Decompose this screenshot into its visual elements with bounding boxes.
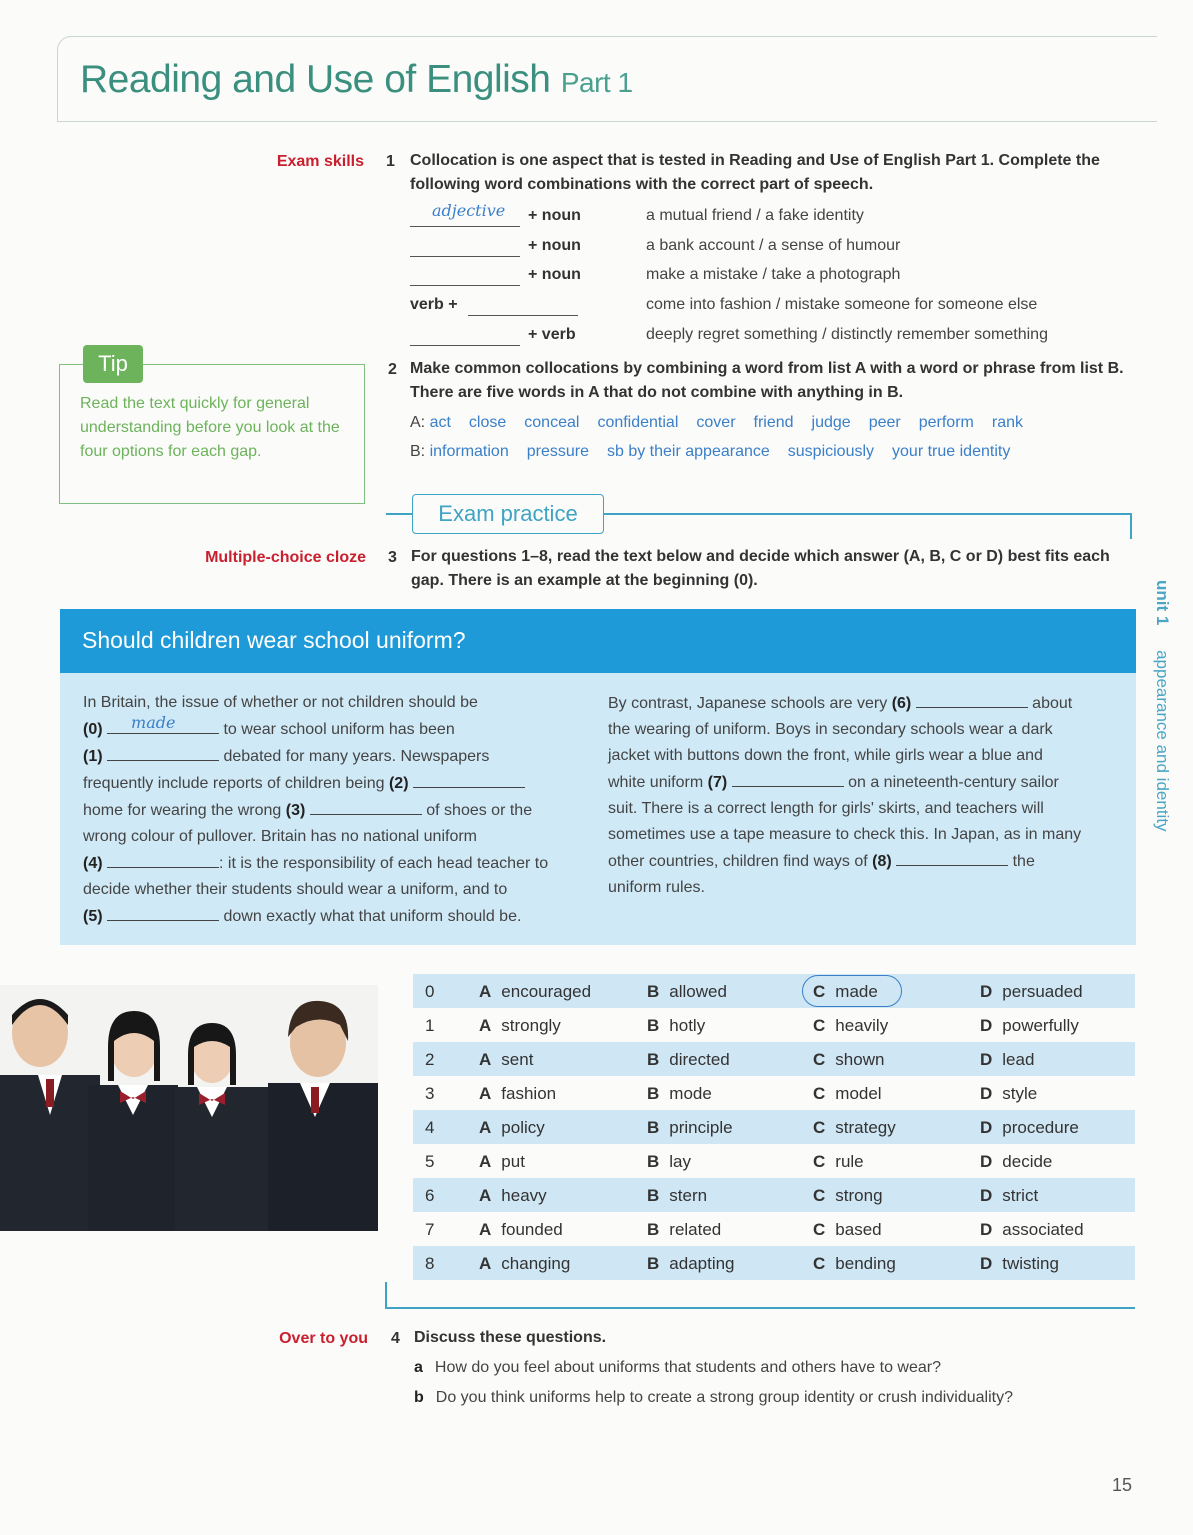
exam-practice-rule-bottom: [385, 1307, 1135, 1309]
option-b[interactable]: B mode: [647, 1084, 712, 1103]
gap-4[interactable]: [107, 850, 219, 868]
option-d[interactable]: D persuaded: [980, 982, 1083, 1001]
option-a[interactable]: A encouraged: [479, 982, 592, 1001]
question-2-instruction: Make common collocations by combining a word from list A with a word or phrase from list B. There are five words in A that do not combine with anything in B.: [410, 360, 1124, 401]
option-a[interactable]: A strongly: [479, 1016, 561, 1035]
option-d[interactable]: D twisting: [980, 1254, 1059, 1273]
table-row: 2 A sent B directed C shown D lead: [413, 1042, 1135, 1076]
answer-blank[interactable]: [410, 266, 520, 286]
answer-blank[interactable]: [468, 296, 578, 316]
table-row: 6 A heavy B stern C strong D strict: [413, 1178, 1135, 1212]
option-a[interactable]: A founded: [479, 1220, 563, 1239]
option-c[interactable]: C made: [813, 982, 878, 1001]
handwritten-answer: adjective: [432, 201, 506, 220]
option-c[interactable]: C model: [813, 1084, 882, 1103]
option-c[interactable]: C bending: [813, 1254, 896, 1273]
collocation-row: verb + come into fashion / mistake someone for someone else: [410, 296, 1130, 322]
multiple-choice-cloze-label: Multiple-choice cloze: [205, 549, 366, 566]
gap-6[interactable]: [916, 690, 1028, 708]
answer-blank[interactable]: [410, 237, 520, 257]
table-row: 1 A strongly B hotly C heavily D powerfully: [425, 1016, 1079, 1035]
option-c[interactable]: C based: [813, 1220, 882, 1239]
table-row: 7 A founded B related C based D associated: [425, 1220, 1084, 1239]
option-b[interactable]: B related: [647, 1220, 722, 1239]
question-2-number: 2: [388, 361, 397, 378]
answer-blank[interactable]: [410, 201, 520, 227]
option-a[interactable]: A sent: [479, 1050, 534, 1069]
question-1-instruction: Collocation is one aspect that is tested in Reading and Use of English Part 1. Complete the following word combinations with the correct part of speech.: [410, 152, 1100, 193]
option-c[interactable]: C strong: [813, 1186, 883, 1205]
gap-2[interactable]: [413, 770, 525, 788]
question-1-number: 1: [386, 153, 395, 170]
table-row: 0 A encouraged B allowed C made D persuaded: [413, 974, 1135, 1008]
discussion-question-b: b Do you think uniforms help to create a strong group identity or crush individuality?: [414, 1389, 1013, 1406]
page-title-part: Part 1: [560, 67, 633, 98]
reading-text-column-1: In Britain, the issue of whether or not children should be (0) made to wear school uniform has been (1) debated for many years. Newspapers frequently include reports of children being (2) home for wearing the wrong (3) of shoes or the wrong colour of pullover. Britain has no national uniform (4) : it is the responsibility of each head teacher to decide whether their students should wear a uniform, and to (5) down exactly what that uniform should be.: [83, 694, 549, 925]
side-unit: unit 1: [1153, 580, 1172, 626]
option-d[interactable]: D procedure: [980, 1118, 1079, 1137]
over-to-you-label: Over to you: [279, 1330, 368, 1347]
option-a[interactable]: A policy: [479, 1118, 545, 1137]
collocation-row: + noun make a mistake / take a photograph: [410, 266, 1130, 292]
list-a: A: act close conceal confidential cover friend judge peer perform rank: [410, 414, 1023, 431]
question-3-number: 3: [388, 549, 397, 566]
option-a[interactable]: A changing: [479, 1254, 571, 1273]
answer-blank[interactable]: [410, 326, 520, 346]
option-d[interactable]: D style: [980, 1084, 1038, 1103]
option-d[interactable]: D decide: [980, 1152, 1053, 1171]
page-number: 15: [1112, 1475, 1133, 1495]
tip-text: Read the text quickly for general understanding before you look at the four options for each gap.: [80, 395, 340, 460]
table-row: 5 A put B lay C rule D decide: [425, 1152, 1053, 1171]
option-b[interactable]: B stern: [647, 1186, 708, 1205]
reading-text-heading: Should children wear school uniform?: [60, 609, 1136, 673]
option-a[interactable]: A heavy: [479, 1186, 547, 1205]
list-b: B: information pressure sb by their appearance suspiciously your true identity: [410, 443, 1011, 460]
exam-practice-bracket: [1130, 513, 1132, 539]
exam-practice-label: Exam practice: [412, 494, 604, 534]
question-3-instruction: For questions 1–8, read the text below and decide which answer (A, B, C or D) best fits each gap. There is an example at the beginning (0).: [411, 548, 1110, 589]
option-b[interactable]: B lay: [647, 1152, 692, 1171]
question-4-instruction: Discuss these questions.: [414, 1329, 607, 1346]
gap-3[interactable]: [310, 797, 422, 815]
option-c[interactable]: C rule: [813, 1152, 864, 1171]
table-row: 4 A policy B principle C strategy D procedure: [413, 1110, 1135, 1144]
collocation-row: + verb deeply regret something / distinctly remember something: [410, 326, 1130, 352]
side-running-head: [1152, 580, 1172, 832]
option-b[interactable]: B principle: [647, 1118, 733, 1137]
option-c[interactable]: C strategy: [813, 1118, 896, 1137]
question-4-number: 4: [391, 1330, 400, 1347]
option-b[interactable]: B hotly: [647, 1016, 706, 1035]
gap-0[interactable]: [107, 713, 219, 734]
tip-label: Tip: [83, 345, 143, 383]
handwritten-example-answer: made: [131, 713, 176, 732]
gap-7[interactable]: [732, 769, 844, 787]
gap-1[interactable]: [107, 743, 219, 761]
discussion-question-a: a How do you feel about uniforms that students and others have to wear?: [414, 1359, 941, 1376]
students-photo: [0, 985, 378, 1231]
option-b[interactable]: B allowed: [647, 982, 727, 1001]
side-topic: appearance and identity: [1153, 650, 1172, 832]
collocation-row: + noun a bank account / a sense of humour: [410, 237, 1130, 263]
option-d[interactable]: D powerfully: [980, 1016, 1079, 1035]
table-row: 8 A changing B adapting C bending D twisting: [413, 1246, 1135, 1280]
option-d[interactable]: D lead: [980, 1050, 1035, 1069]
option-d[interactable]: D strict: [980, 1186, 1039, 1205]
option-a[interactable]: A put: [479, 1152, 525, 1171]
table-row: 3 A fashion B mode C model D style: [425, 1084, 1038, 1103]
option-b[interactable]: B directed: [647, 1050, 730, 1069]
option-b[interactable]: B adapting: [647, 1254, 735, 1273]
option-a[interactable]: A fashion: [479, 1084, 557, 1103]
reading-text-column-2: By contrast, Japanese schools are very (6) about the wearing of uniform. Boys in secondary schools wear a dark jacket with buttons down the front, while girls wear a blue and white uniform (7) on a nineteenth-century sailor suit. There is a correct length for girls' skirts, and teachers will sometimes use a tape measure to check this. In Japan, as in many other countries, children find ways of (8) the uniform rules.: [608, 690, 1118, 901]
page-title: Reading and Use of English Part 1: [80, 58, 633, 101]
exam-practice-bracket-bottom: [385, 1282, 387, 1309]
exam-skills-label: Exam skills: [276, 153, 364, 170]
gap-8[interactable]: [896, 848, 1008, 866]
option-d[interactable]: D associated: [980, 1220, 1084, 1239]
option-c[interactable]: C heavily: [813, 1016, 889, 1035]
collocation-row: adjective + noun a mutual friend / a fake identity: [410, 207, 1130, 233]
option-c[interactable]: C shown: [813, 1050, 885, 1069]
gap-5[interactable]: [107, 903, 219, 921]
